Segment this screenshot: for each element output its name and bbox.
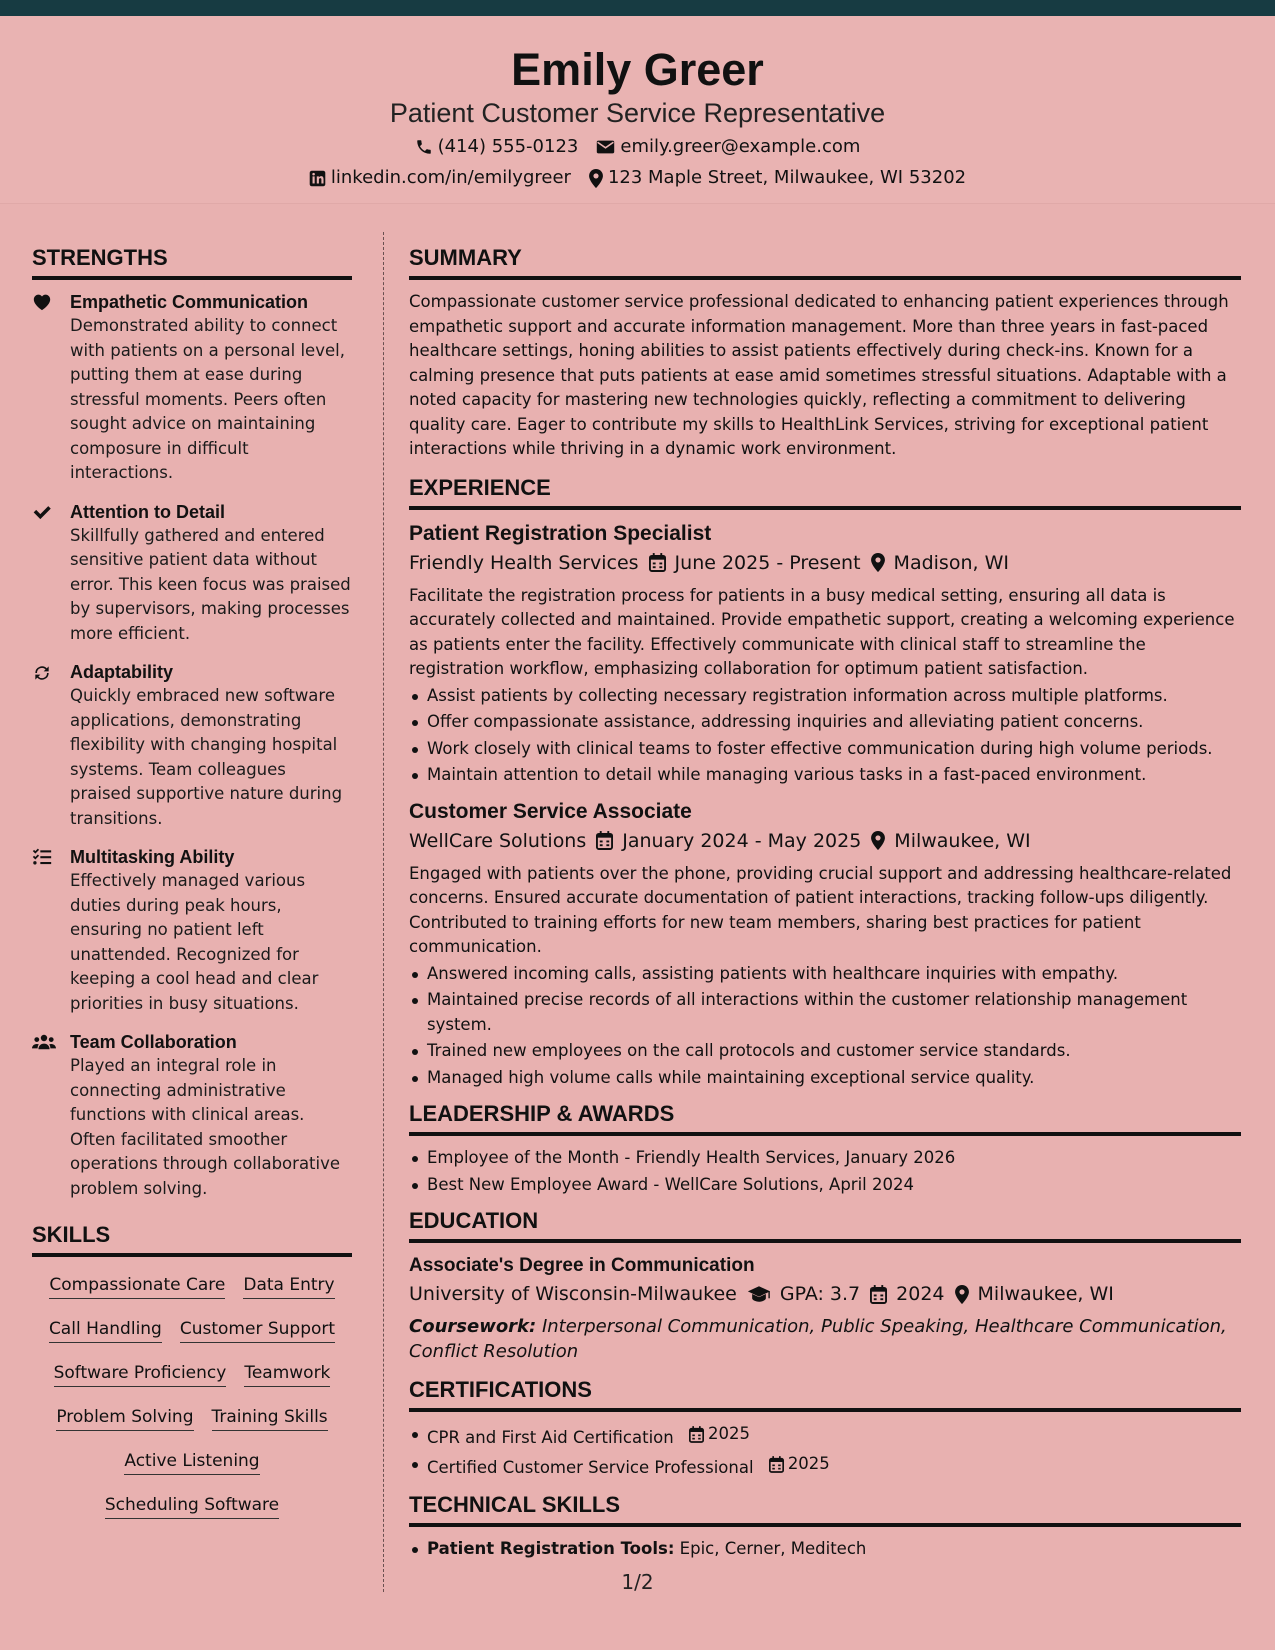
cert-year: 2025 — [787, 1454, 830, 1474]
column-divider — [383, 232, 384, 1592]
map-pin-icon — [871, 831, 885, 850]
skill-tag: Customer Support — [180, 1317, 335, 1343]
linkedin-icon — [309, 170, 326, 187]
cert-name: CPR and First Aid Certification — [427, 1427, 674, 1447]
skill-tag: Software Proficiency — [54, 1361, 227, 1387]
top-bar — [0, 0, 1275, 16]
job-bullets — [409, 684, 1241, 788]
list-item: Answered incoming calls, assisting patients with healthcare inquiries with empathy. — [409, 962, 1241, 987]
cert-name: Certified Customer Service Professional — [427, 1458, 754, 1477]
strength-title: Attention to Detail — [70, 501, 225, 522]
list-item: Maintain attention to detail while managing various tasks in a fast-paced environment. — [409, 763, 1241, 788]
edu-location — [955, 1279, 1114, 1309]
contact-row-1 — [0, 135, 1275, 159]
email-item[interactable] — [596, 135, 860, 159]
strength-item — [32, 660, 352, 831]
calendar-icon — [689, 1426, 704, 1443]
linkedin-text: linkedin.com/in/emilygreer — [330, 167, 571, 188]
phone-icon — [415, 138, 433, 156]
strengths-title: STRENGTHS — [32, 244, 352, 280]
calendar-icon — [649, 553, 666, 572]
job-dates — [649, 548, 861, 578]
job-location — [871, 826, 1030, 856]
company-name: Friendly Health Services — [409, 551, 639, 574]
list-item: Offer compassionate assistance, addressing inquiries and alleviating patient concerns. — [409, 710, 1241, 735]
summary-text: Compassionate customer service professional dedicated to enhancing patient experiences through empathetic support and accurate information management. More than three years in fast-paced healthcare settings, honing abilities to assist patients effectively during check-ins. Known for a calming presence that puts patients at ease amid sometimes stressful situations. Adaptable with a noted capacity for mastering new technologies quickly, reflecting a commitment to delivering quality care. Eager to contribute my skills to HealthLink Services, striving for exceptional patient interactions while thriving in a dynamic work environment. — [409, 292, 1229, 458]
skill-tag: Scheduling Software — [105, 1493, 279, 1519]
resume-header — [0, 16, 1275, 204]
job-bullets — [409, 962, 1241, 1091]
cert-date — [689, 1422, 750, 1447]
school-name: University of Wisconsin-Milwaukee — [409, 1283, 737, 1305]
heart-icon — [32, 290, 70, 486]
calendar-icon — [870, 1285, 887, 1304]
job-dates — [596, 826, 861, 856]
list-item — [409, 1422, 1241, 1450]
certifications-title: CERTIFICATIONS — [409, 1376, 1241, 1412]
skills-title: SKILLS — [32, 1221, 352, 1257]
contact-row-2 — [0, 166, 1275, 190]
gpa-item — [747, 1279, 860, 1309]
graduation-cap-icon — [747, 1285, 771, 1303]
strength-desc: Quickly embraced new software applications, demonstrating flexibility with changing hospital systems. Team colleagues praised supportive nature during transitions. — [70, 686, 343, 828]
list-item: Employee of the Month - Friendly Health Services, January 2026 — [409, 1146, 1241, 1171]
job-meta — [409, 548, 1241, 578]
strength-title: Adaptability — [70, 662, 174, 682]
map-pin-icon — [871, 553, 885, 572]
strength-desc: Demonstrated ability to connect with patients on a personal level, putting them at ease during stressful moments. Peers often sought advice on maintaining composure in difficult interactions. — [70, 316, 345, 482]
cert-year: 2025 — [707, 1424, 750, 1443]
strength-desc: Skillfully gathered and entered sensitive patient data without error. This keen focus was praised by supervisors, making processes more efficient. — [70, 525, 351, 643]
skill-tag: Active Listening — [124, 1449, 259, 1475]
dates-text: January 2024 - May 2025 — [622, 829, 862, 852]
list-item — [409, 1537, 1241, 1562]
list-item: Work closely with clinical teams to foster effective communication during high volume periods. — [409, 737, 1241, 762]
strength-item — [32, 290, 352, 486]
summary-title: SUMMARY — [409, 244, 1241, 280]
coursework — [409, 1315, 1241, 1364]
list-item — [409, 1452, 1241, 1480]
map-pin-icon — [589, 169, 603, 188]
right-column — [409, 244, 1241, 1571]
strength-desc: Played an integral role in connecting administrative functions with clinical areas. Often facilitated smoother operations through collaborative problem solving. — [70, 1056, 341, 1198]
sync-icon — [32, 660, 70, 831]
education-title: EDUCATION — [409, 1207, 1241, 1243]
tech-label: Patient Registration Tools: — [427, 1538, 675, 1558]
check-icon — [32, 500, 70, 647]
experience-title: EXPERIENCE — [409, 474, 1241, 510]
skill-tag: Training Skills — [212, 1405, 328, 1431]
job-location — [871, 548, 1009, 578]
certifications-list — [409, 1422, 1241, 1481]
left-column — [32, 244, 352, 1519]
location-text: Milwaukee, WI — [894, 829, 1031, 852]
calendar-icon — [596, 831, 613, 850]
strength-title: Team Collaboration — [70, 1032, 237, 1052]
skill-tag: Compassionate Care — [49, 1273, 225, 1299]
phone-text: (414) 555-0123 — [437, 136, 579, 157]
coursework-label: Coursework: — [409, 1316, 537, 1337]
gpa-text: GPA: 3.7 — [779, 1283, 861, 1305]
job-title: Customer Service Associate — [409, 799, 692, 823]
strength-item — [32, 1030, 352, 1201]
page-number: 1/2 — [621, 1570, 654, 1594]
list-item: Assist patients by collecting necessary registration information across multiple platforms. — [409, 684, 1241, 709]
job-entry — [409, 798, 1241, 1091]
skill-tag: Teamwork — [244, 1361, 330, 1387]
job-description: Facilitate the registration process for patients in a busy medical setting, ensuring all data is accurately collected and maintained. Provide empathetic support, creating a welcoming experience as patients enter the facility. Effectively communicate with clinical staff to streamline the registration workflow, emphasizing collaboration for optimum patient satisfaction. — [409, 585, 1235, 678]
strength-title: Multitasking Ability — [70, 847, 235, 867]
tech-value: Epic, Cerner, Meditech — [679, 1538, 867, 1558]
map-pin-icon — [955, 1285, 969, 1304]
candidate-role: Patient Customer Service Representative — [389, 98, 886, 128]
address-item — [589, 166, 966, 190]
strength-desc: Effectively managed various duties during peak hours, ensuring no patient left unattended. Recognized for keeping a cool head and clear priorities in busy situations. — [70, 871, 319, 1013]
users-icon — [32, 1030, 70, 1201]
envelope-icon — [596, 139, 615, 155]
location-text: Milwaukee, WI — [977, 1283, 1114, 1305]
linkedin-item[interactable] — [309, 166, 571, 190]
awards-list — [409, 1146, 1241, 1197]
list-item: Best New Employee Award - WellCare Solutions, April 2024 — [409, 1173, 1241, 1198]
technical-skills-list — [409, 1537, 1241, 1562]
education-meta — [409, 1279, 1241, 1309]
list-item: Trained new employees on the call protocols and customer service standards. — [409, 1039, 1241, 1064]
edu-year — [870, 1279, 944, 1309]
company-name: WellCare Solutions — [409, 829, 587, 852]
skill-tag: Call Handling — [49, 1317, 162, 1343]
job-description: Engaged with patients over the phone, providing crucial support and addressing healthcare-related concerns. Ensured accurate documentation of patient interactions, tracking follow-ups diligently. Contributed to training efforts for new team members, sharing best practices for patient communication. — [409, 863, 1232, 956]
cert-date — [769, 1452, 830, 1477]
calendar-icon — [769, 1456, 784, 1473]
skills-list — [32, 1271, 352, 1519]
strength-item — [32, 500, 352, 647]
job-title: Patient Registration Specialist — [409, 521, 712, 545]
strength-item — [32, 845, 352, 1016]
year-text: 2024 — [896, 1283, 945, 1305]
phone-item[interactable] — [415, 135, 579, 159]
address-text: 123 Maple Street, Milwaukee, WI 53202 — [607, 167, 967, 188]
dates-text: June 2025 - Present — [674, 551, 861, 574]
skill-tag: Problem Solving — [56, 1405, 193, 1431]
list-item: Maintained precise records of all interactions within the customer relationship management system. — [409, 988, 1241, 1037]
job-entry — [409, 520, 1241, 788]
awards-title: LEADERSHIP & AWARDS — [409, 1100, 1241, 1136]
job-meta — [409, 826, 1241, 856]
degree-title: Associate's Degree in Communication — [409, 1255, 755, 1276]
technical-skills-title: TECHNICAL SKILLS — [409, 1491, 1241, 1527]
skill-tag: Data Entry — [243, 1273, 334, 1299]
list-item: Managed high volume calls while maintaining exceptional service quality. — [409, 1066, 1241, 1091]
email-text: emily.greer@example.com — [620, 136, 861, 157]
coursework-text: Interpersonal Communication, Public Speaking, Healthcare Communication, Conflict Resolution — [409, 1316, 1227, 1362]
candidate-name: Emily Greer — [511, 44, 764, 95]
list-check-icon — [32, 845, 70, 1016]
strength-title: Empathetic Communication — [70, 292, 309, 312]
location-text: Madison, WI — [893, 551, 1009, 574]
